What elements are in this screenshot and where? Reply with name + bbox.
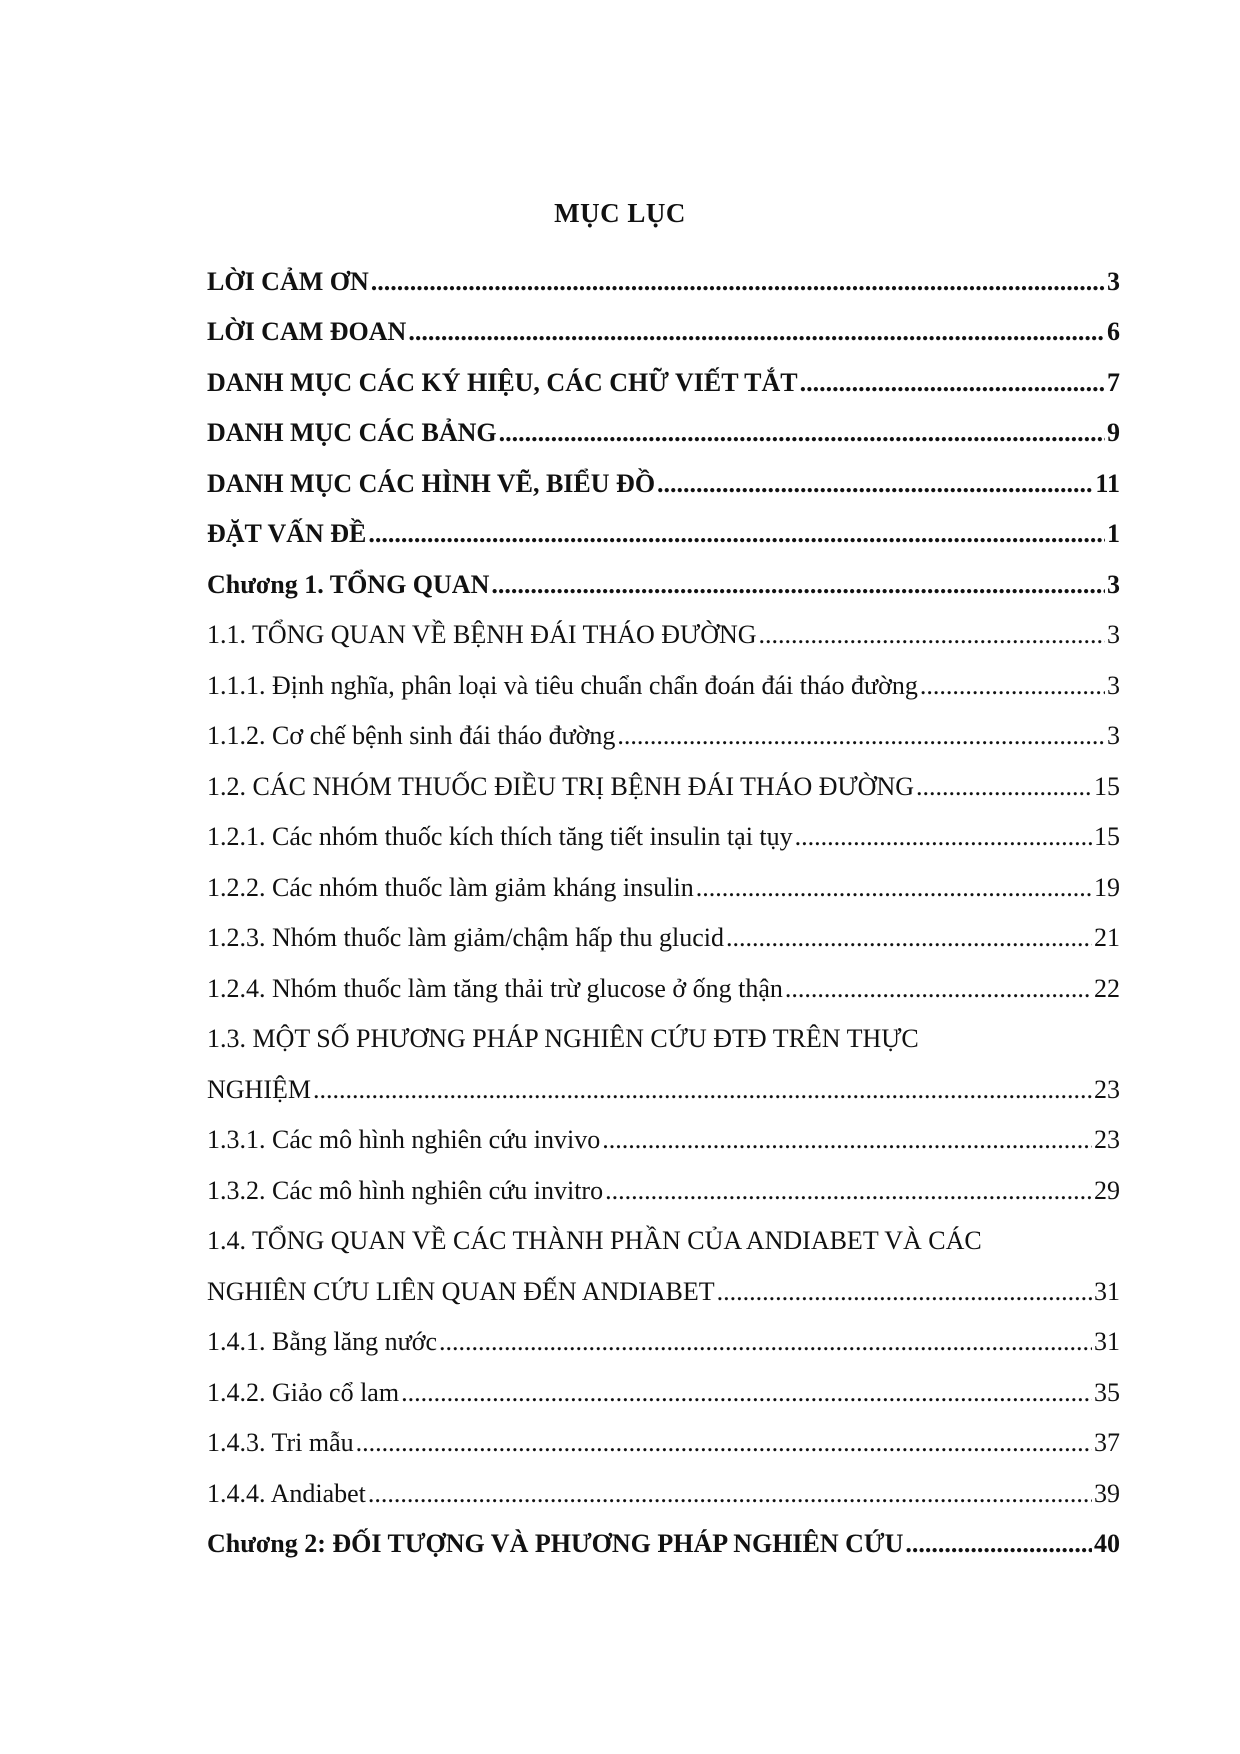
toc-leader [602, 1124, 1092, 1155]
toc-entry[interactable] [207, 1509, 1120, 1560]
toc-entry-label: DANH MỤC CÁC KÝ HIỆU, CÁC CHỮ VIẾT TẮT [207, 367, 798, 397]
toc-leader [696, 872, 1092, 903]
toc-page-number: 6 [1107, 317, 1120, 346]
toc-leader [759, 619, 1105, 650]
toc-leader [905, 1528, 1092, 1559]
toc-entry-label: 1.2.1. Các nhóm thuốc kích thích tăng tiết insulin tại tụy [207, 822, 793, 851]
toc-title: MỤC LỤC [554, 198, 686, 228]
toc-entry-label: 1.4.4. Andiabet [207, 1478, 366, 1508]
toc-entry[interactable] [207, 852, 1120, 903]
toc-leader [657, 468, 1093, 499]
toc-list [207, 246, 1120, 1559]
toc-leader [617, 720, 1105, 751]
toc-entry-label: 1.4.2. Giảo cổ lam [207, 1377, 400, 1407]
toc-page-number: 23 [1094, 1074, 1120, 1104]
toc-entry-label: Chương 2: ĐỐI TƯỢNG VÀ PHƯƠNG PHÁP NGHIÊN CỨU [207, 1529, 904, 1558]
toc-leader [368, 518, 1105, 549]
toc-entry-label: 1.2.4. Nhóm thuốc làm tăng thải trừ glucose ở ống thận [207, 973, 783, 1003]
toc-leader [401, 1377, 1092, 1408]
toc-entry[interactable] [207, 1408, 1120, 1459]
toc-page-number: 3 [1107, 569, 1120, 599]
toc-leader [439, 1326, 1092, 1357]
toc-entry[interactable] [207, 347, 1120, 398]
toc-page-number: 15 [1094, 822, 1120, 851]
toc-entry-label: 1.1.2. Cơ chế bệnh sinh đái tháo đường [207, 721, 616, 750]
toc-leader [795, 821, 1092, 852]
toc-page-number: 31 [1094, 1327, 1120, 1356]
toc-entry[interactable] [207, 1206, 1120, 1257]
toc-page-number: 7 [1107, 367, 1120, 397]
toc-entry[interactable] [207, 1307, 1120, 1358]
toc-entry-label: 1.4. TỔNG QUAN VỀ CÁC THÀNH PHẦN CỦA ANDIABET VÀ CÁC [207, 1226, 982, 1255]
toc-page-number: 3 [1107, 670, 1120, 700]
toc-page-number: 23 [1094, 1125, 1120, 1154]
toc-page-number: 1 [1107, 519, 1120, 548]
toc-page-number: 15 [1094, 771, 1120, 801]
toc-page-number: 35 [1094, 1377, 1120, 1407]
toc-entry-label: 1.1. TỔNG QUAN VỀ BỆNH ĐÁI THÁO ĐƯỜNG [207, 620, 757, 649]
toc-page-number: 21 [1094, 923, 1120, 952]
toc-page-number: 3 [1107, 721, 1120, 750]
toc-page-number: 29 [1094, 1175, 1120, 1205]
toc-leader [605, 1175, 1092, 1206]
toc-entry[interactable] [207, 650, 1120, 701]
toc-entry-label: 1.3.1. Các mô hình nghiên cứu invivo [207, 1125, 601, 1154]
toc-entry-label: 1.4.3. Tri mẫu [207, 1428, 354, 1457]
toc-entry[interactable] [207, 1004, 1120, 1055]
toc-leader [368, 1478, 1092, 1509]
toc-leader [371, 266, 1105, 297]
toc-entry-label: 1.2.3. Nhóm thuốc làm giảm/chậm hấp thu glucid [207, 923, 725, 952]
toc-leader [916, 771, 1092, 802]
toc-entry[interactable] [207, 448, 1120, 499]
toc-leader [408, 316, 1105, 347]
toc-page-number: 3 [1107, 620, 1120, 649]
toc-entry[interactable] [207, 1256, 1120, 1307]
toc-leader [800, 367, 1105, 398]
toc-page-number: 22 [1094, 973, 1120, 1003]
toc-page-number: 37 [1094, 1428, 1120, 1457]
toc-page-number: 31 [1094, 1276, 1120, 1306]
toc-entry-label: LỜI CAM ĐOAN [207, 317, 407, 346]
toc-entry-label: 1.1.1. Định nghĩa, phân loại và tiêu chuẩn chẩn đoán đái tháo đường [207, 670, 918, 700]
toc-entry[interactable] [207, 600, 1120, 651]
toc-entry[interactable] [207, 1458, 1120, 1509]
toc-entry-label: DANH MỤC CÁC BẢNG [207, 418, 497, 447]
toc-entry-label: 1.2.2. Các nhóm thuốc làm giảm kháng insulin [207, 872, 694, 902]
toc-entry-label: 1.3.2. Các mô hình nghiên cứu invitro [207, 1175, 604, 1205]
toc-page-number: 3 [1107, 266, 1120, 296]
toc-leader [726, 922, 1092, 953]
toc-entry[interactable] [207, 701, 1120, 752]
toc-entry[interactable] [207, 1054, 1120, 1105]
toc-page-number: 19 [1094, 872, 1120, 902]
toc-entry[interactable] [207, 1105, 1120, 1156]
toc-entry[interactable] [207, 751, 1120, 802]
toc-entry[interactable] [207, 953, 1120, 1004]
toc-entry-label: 1.3. MỘT SỐ PHƯƠNG PHÁP NGHIÊN CỨU ĐTĐ TRÊN THỰC [207, 1024, 919, 1053]
toc-entry[interactable] [207, 297, 1120, 348]
toc-entry-label: DANH MỤC CÁC HÌNH VẼ, BIỂU ĐỒ [207, 468, 656, 498]
toc-entry[interactable] [207, 499, 1120, 550]
toc-entry[interactable] [207, 398, 1120, 449]
toc-entry-label: Chương 1. TỔNG QUAN [207, 569, 490, 599]
toc-entry[interactable] [207, 903, 1120, 954]
toc-leader [785, 973, 1092, 1004]
toc-page-number: 11 [1095, 468, 1120, 498]
toc-entry-label: ĐẶT VẤN ĐỀ [207, 519, 367, 548]
toc-leader [491, 569, 1105, 600]
toc-page-number: 9 [1107, 418, 1120, 447]
toc-entry-label: 1.4.1. Bằng lăng nước [207, 1327, 438, 1356]
toc-leader [356, 1427, 1092, 1458]
toc-entry-label: LỜI CẢM ƠN [207, 266, 369, 296]
toc-entry-label: 1.2. CÁC NHÓM THUỐC ĐIỀU TRỊ BỆNH ĐÁI THÁO ĐƯỜNG [207, 771, 915, 801]
toc-entry[interactable] [207, 1155, 1120, 1206]
toc-leader [717, 1276, 1092, 1307]
toc-page-number: 39 [1094, 1478, 1120, 1508]
toc-leader [499, 417, 1105, 448]
toc-entry[interactable] [207, 549, 1120, 600]
toc-entry[interactable] [207, 802, 1120, 853]
toc-page-number: 40 [1094, 1529, 1120, 1558]
toc-entry[interactable] [207, 246, 1120, 297]
toc-entry[interactable] [207, 1357, 1120, 1408]
toc-entry-label: NGHIÊN CỨU LIÊN QUAN ĐẾN ANDIABET [207, 1276, 715, 1306]
toc-leader [920, 670, 1105, 701]
toc-leader [313, 1074, 1092, 1105]
toc-entry-label: NGHIỆM [207, 1074, 311, 1104]
